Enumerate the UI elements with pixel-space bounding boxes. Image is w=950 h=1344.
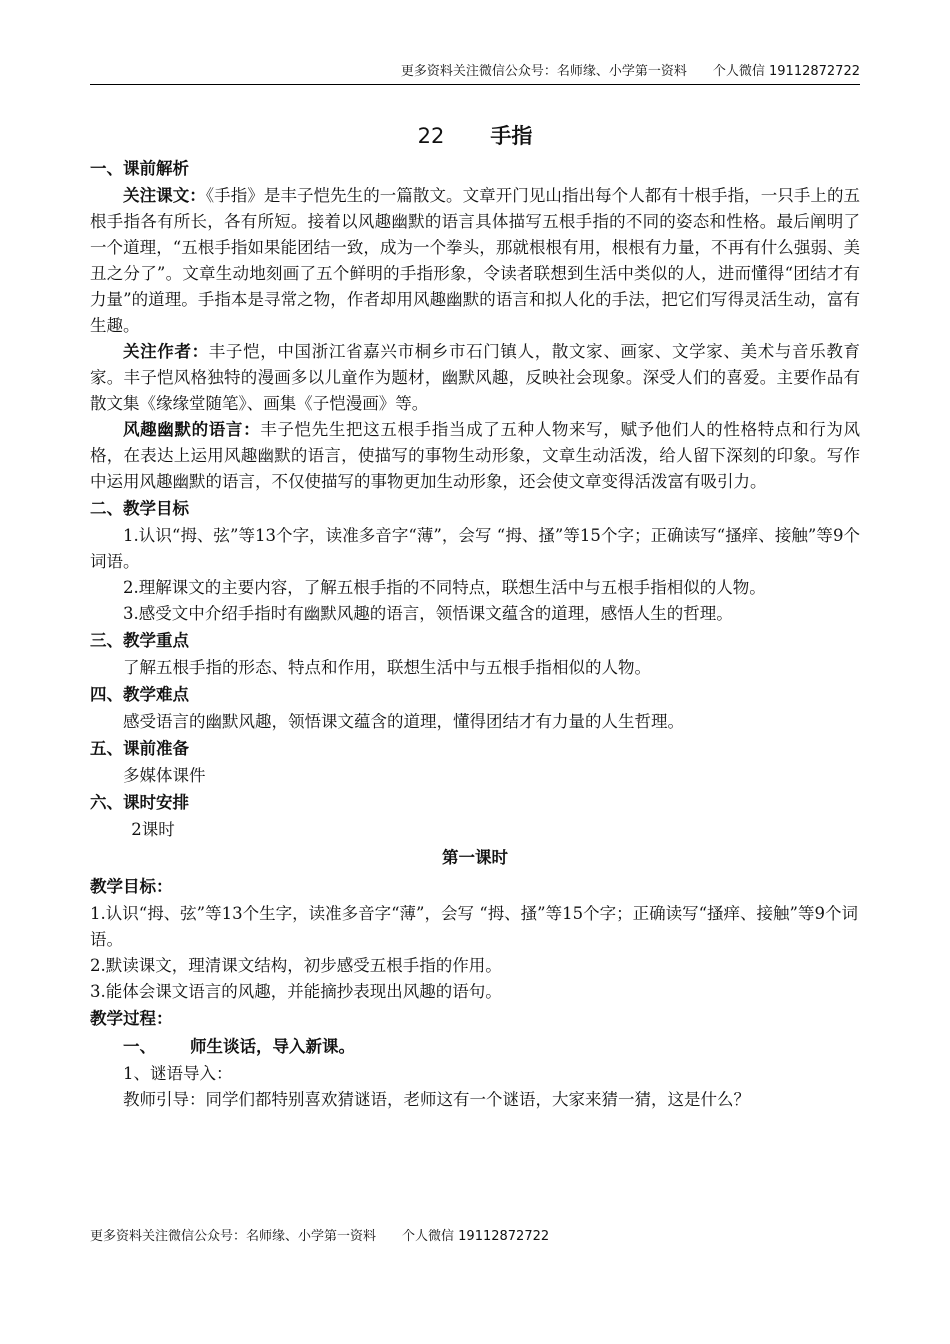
header-personal-wechat: 个人微信 19112872722 [712,64,860,79]
section-heading-key-points: 三、教学重点 [90,631,189,650]
lesson1-goals-heading: 教学目标： [90,877,173,896]
sub-step-riddle: 1、谜语导入： [123,1064,233,1083]
paragraph-focus-author [90,339,860,417]
goal-item: 3.感受文中介绍手指时有幽默风趣的语言，领悟课文蕴含的道理，感悟人生的哲理。 [123,604,733,623]
lesson1-process-heading: 教学过程： [90,1009,173,1028]
section-heading-teaching-goals: 二、教学目标 [90,499,189,518]
page-header [90,62,860,85]
label-focus-author: 关注作者： [123,342,209,361]
schedule-text: 2课时 [131,820,175,839]
process-step-1 [90,1033,860,1061]
paragraph-humorous-language [90,417,860,495]
focus-text-body: 《手指》是丰子恺先生的一篇散文。文章开门见山指出每个人都有十根手指，一只手上的五根手指各有所长，各有所短。接着以风趣幽默的语言具体描写五根手指的不同的姿态和性格。最后阐明了一个道理，“五根手指如果能团结一致，成为一个拳头，那就根根有用，根根有力量，不再有什么强弱、美丑之分了”。文章生动地刻画了五个鲜明的手指形象，令读者联想到生活中类似的人，进而懂得“团结才有力量”的道理。手指本是寻常之物，作者却用风趣幽默的语言和拟人化的手法，把它们写得灵活生动，富有生趣。 [90,186,860,335]
section-heading-pre-analysis: 一、课前解析 [90,159,189,178]
lesson-number: 22 [417,124,445,148]
section-heading-difficulties: 四、教学难点 [90,685,189,704]
humorous-language-body: 丰子恺先生把这五根手指当成了五种人物来写，赋予他们人的性格特点和行为风格，在表达上运用风趣幽默的语言，使描写的事物生动形象，文章生动活泼，给人留下深刻的印象。写作中运用风趣幽默的语言，不仅使描写的事物更加生动形象，还会使文章变得活泼富有吸引力。 [90,420,861,491]
section-heading-schedule: 六、课时安排 [90,793,189,812]
footer-wechat-account: 更多资料关注微信公众号：名师缘、小学第一资料 [90,1229,377,1244]
teacher-guide-text: 教师引导：同学们都特别喜欢猜谜语，老师这有一个谜语，大家来猜一猜，这是什么？ [123,1090,750,1109]
footer-personal-wechat: 个人微信 19112872722 [402,1229,550,1244]
header-wechat-account: 更多资料关注微信公众号：名师缘、小学第一资料 [400,64,687,79]
label-focus-text: 关注课文： [123,186,206,205]
paragraph-focus-text [90,183,860,339]
lesson-title [90,119,860,155]
process-step-1-text: 师生谈话，导入新课。 [190,1037,355,1056]
label-humorous-language: 风趣幽默的语言： [123,420,261,439]
key-points-text: 了解五根手指的形态、特点和作用，联想生活中与五根手指相似的人物。 [123,658,651,677]
lesson1-goal-item: 3.能体会课文语言的风趣，并能摘抄表现出风趣的语句。 [90,982,502,1001]
page-footer [90,1227,549,1247]
goal-item: 1.认识“拇、弦”等13个字，读准多音字“薄”，会写 “拇、搔”等15个字；正确读写“搔痒、接触”等9个词语。 [90,526,860,571]
lesson1-goal-item: 2.默读课文，理清课文结构，初步感受五根手指的作用。 [90,956,502,975]
lesson1-goal-item: 1.认识“拇、弦”等13个生字，读准多音字“薄”，会写 “拇、搔”等15个字；正确读写“搔痒、接触”等9个词语。 [90,904,858,949]
lesson1-title: 第一课时 [442,848,508,867]
goal-item: 2.理解课文的主要内容，了解五根手指的不同特点，联想生活中与五根手指相似的人物。 [123,578,766,597]
section-heading-preparation: 五、课前准备 [90,739,189,758]
lesson-title-text: 手指 [490,124,533,148]
focus-author-body: 丰子恺，中国浙江省嘉兴市桐乡市石门镇人，散文家、画家、文学家、美术与音乐教育家。丰子恺风格独特的漫画多以儿童作为题材，幽默风趣，反映社会现象。深受人们的喜爱。主要作品有散文集《缘缘堂随笔》、画集《子恺漫画》等。 [90,342,861,413]
difficulties-text: 感受语言的幽默风趣，领悟课文蕴含的道理，懂得团结才有力量的人生哲理。 [123,712,684,731]
document-body [90,119,860,1113]
process-step-1-number: 一、 [123,1037,156,1056]
preparation-text: 多媒体课件 [123,766,206,785]
